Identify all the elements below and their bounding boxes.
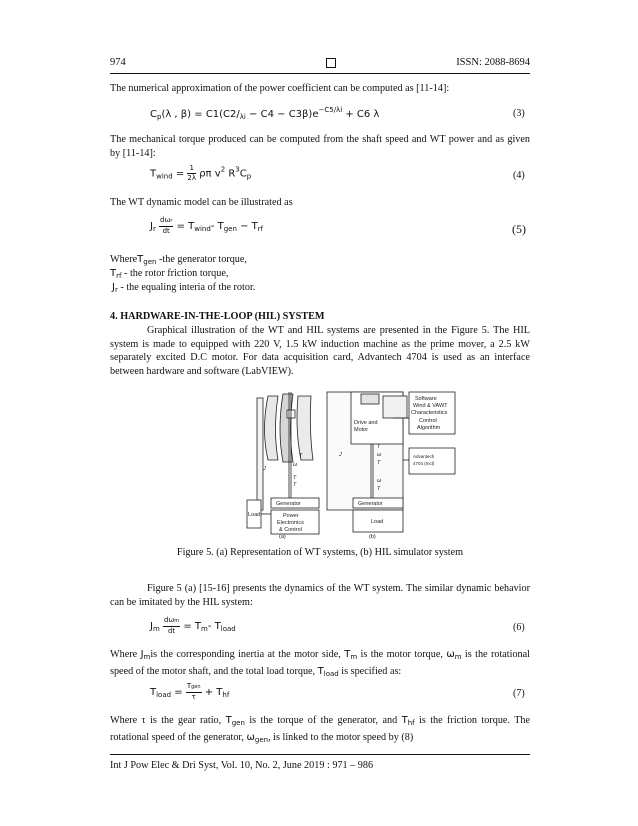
fig5-paragraph: Figure 5 (a) [15-16] presents the dynamics of the WT system. The similar dynamic behavior can be imitated by the HIL system: [110,583,530,608]
running-header [110,57,530,73]
fig-t-gen: T [293,482,297,488]
fig-generator-b: Generator [358,501,383,507]
fig-power: Power [283,513,299,519]
header-rule [110,73,530,74]
where-line-3-text: - the equaling interia of the rotor. [117,282,256,293]
fig-card: 4704 (Incl) [413,461,435,466]
equation-4-number: (4) [513,170,525,181]
where-line-1-text: -the generator torque, [159,254,247,265]
equation-4: $T_{wind}$ = $\frac{1}{2\lambda}$ ρπ $v^2$ $R^3C_p$ [150,164,252,182]
fig-omega-gen: ω [377,478,382,484]
torque-paragraph: The mechanical torque produced can be computed from the shaft speed and WT power and as given by [11-14]: [110,134,530,159]
fig-advantech: Advantech [413,454,435,459]
fig-omega-r: ω [293,462,298,468]
equation-7: $T_{load}$ = $\frac{\text{Tgen}}{\tau}$ + $T_{hf}$ [150,682,230,701]
fig-control2: & Control [279,527,302,533]
figure-caption: Figure 5. (a) Representation of WT systems, (b) HIL simulator system [176,547,464,558]
motor-text-2: is the motor torque, [360,649,443,660]
where-line-2-text: - the rotor friction torque, [121,268,229,279]
fig-omega-m: ω [377,452,382,458]
dynamic-paragraph: The WT dynamic model can be illustrated as [110,197,293,208]
fig-label-a: (a) [279,534,286,540]
page-number: 974 [110,57,126,68]
equation-5: $J_r$ $\frac{\text{dωr}}{dt}$ = $T_{wind}-$ $T_{gen} - T_{rf}$ [150,216,264,235]
fig-load-a: Load [248,512,261,518]
fig-drive: Drive and [354,420,378,426]
equation-7-number: (7) [513,688,525,699]
fig-label-b: (b) [369,534,376,540]
section-paragraph: Graphical illustration of the WT and HIL systems are presented in the Figure 5. The HIL system is made to equipped with 220 V, 1.5 kW induction machine as the prime mover, a 2.5 kW separately excited D.C motor. For data acquisition card, Advantech 4704 is used as an interface between hardware and software (LabVIEW). [110,325,530,377]
equation-5-number: (5) [512,222,526,236]
issn: ISSN: 2088-8694 [456,57,530,68]
fig-software: Software [415,396,437,402]
fig-wind-vawt: Wind & VAWT [413,403,448,409]
figure-5-diagram [243,390,528,540]
equation-3-number: (3) [513,108,525,119]
fig-t-rf: T [293,475,297,481]
fig-t-load: T [377,460,381,466]
where-line-2: $T_{rf}$ - the rotor friction torque, [110,268,229,280]
gear-text-2: is the torque of the generator, and [249,715,398,726]
fig-j-r: J [263,466,266,472]
fig-electronics: Electronics [277,520,304,526]
fig-j-m: J [339,452,342,458]
fig-control: Control [419,418,437,424]
intro-paragraph: The numerical approximation of the power coefficient can be computed as [11-14]: [110,83,450,94]
equation-6: $J_m$ $\frac{\text{dωm}}{dt}$ = $T_m-$ $T_{load}$ [150,616,236,635]
fig-motor: Motor [354,427,369,433]
motor-text-4: is specified as: [341,665,402,677]
footer-rule [110,754,530,755]
gear-text-3: is the friction torque. The rotational speed of the generator, [110,715,531,743]
gear-text-1: Where τ is the gear ratio, [110,715,222,726]
equation-6-number: (6) [513,622,525,633]
fig-algorithm: Algorithm [417,425,441,431]
motor-paragraph: Where $J_mis$ the corresponding inertia at the motor side, $T_m$ is the motor torque, $\omega_m$ is the rotational speed of the motor shaft, and the total load torque, $T_{load}$ is specified as: [110,649,531,678]
motor-text-3: is the rotational speed of the motor shaft, and the total load torque, [110,649,531,677]
gear-text-4: , is linked to the motor speed by (8) [268,731,414,743]
fig-t-m: T [377,444,381,450]
fig-t-gen-b: T [377,486,381,492]
running-footer: Int J Pow Elec & Dri Syst, Vol. 10, No. 2, June 2019 : 971 – 986 [110,760,374,771]
motor-text-1: is the corresponding inertia at the motor side, [150,649,341,660]
equation-3: $C_p(\lambda$ , $\beta) = C1(C2/_{\lambda i} - C4 - C3\beta)e^{-C5/\lambda i} + C6$ λ [150,106,380,121]
fig-t-wind: T [299,453,303,459]
checkbox-square-icon [326,58,336,68]
where-line-3: $J_r$ - the equaling interia of the rotor. [112,282,256,294]
fig-generator-a: Generator [276,501,301,507]
where-line-1: WhereT$_{gen}$ -the generator torque, [110,254,247,266]
fig-characteristics: Characteristics [411,410,448,416]
fig-load-b: Load [371,519,384,525]
section-heading: 4. HARDWARE-IN-THE-LOOP (HIL) SYSTEM [110,311,325,322]
gear-paragraph: Where τ is the gear ratio, $T_{gen}$ is the torque of the generator, and $T_{hf}$ is the friction torque. The rotational speed of the generator, $\omega_{gen}$, is linked to the motor speed by (8) [110,715,531,744]
